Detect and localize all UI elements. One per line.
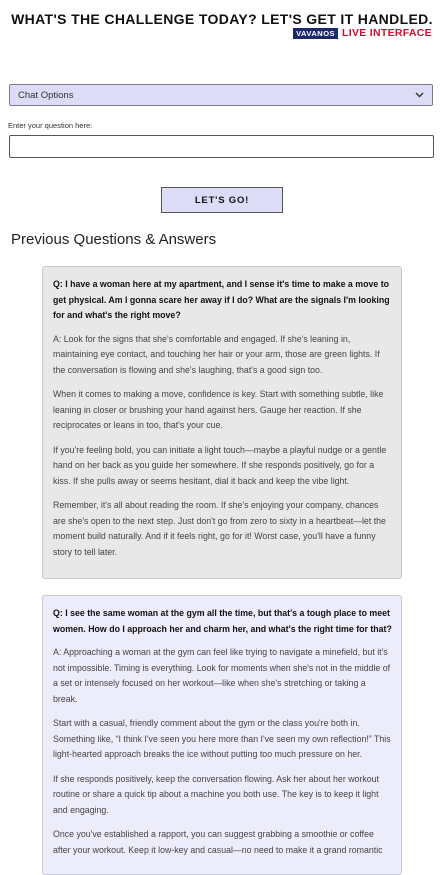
page-headline: WHAT'S THE CHALLENGE TODAY? LET'S GET IT HANDLED. xyxy=(11,11,433,27)
qa-question: Q: I see the same woman at the gym all the time, but that's a tough place to meet women. How do I approach her and charm her, and what's the right time for that? xyxy=(53,608,392,634)
question-label: Enter your question here: xyxy=(8,121,93,130)
history-title: Previous Questions & Answers xyxy=(11,231,217,248)
qa-card xyxy=(42,595,402,875)
lets-go-button[interactable]: LET'S GO! xyxy=(161,187,283,213)
question-input[interactable] xyxy=(9,135,434,158)
chevron-down-icon xyxy=(414,90,424,100)
qa-answer-paragraph: When it comes to making a move, confidence is key. Start with something subtle, like leaning in closer or brushing your hand against hers. Gauge her reaction. If she reciprocates or leans in too, that's your cue. xyxy=(53,389,384,430)
chat-options-value: Chat Options xyxy=(18,89,74,101)
chat-options-select[interactable] xyxy=(9,84,433,106)
qa-answer-paragraph: A: Look for the signs that she's comfortable and engaged. If she's leaning in, maintaining eye contact, and touching her hair or your arm, those are green lights. If the conversation is flowing and she's laughing, that's a good sign too. xyxy=(53,333,380,375)
qa-answer-paragraph: Once you've established a rapport, you can suggest grabbing a smoothie or coffee after your workout. Keep it low-key and casual—no need to make it a grand romantic xyxy=(53,829,383,855)
qa-answer-paragraph: Remember, it's all about reading the room. If she's enjoying your company, chances are she's open to the next step. Just don't go from zero to sixty in a heartbeat—let the moment build naturally. And if it feels right, go for it! Worst case, you'll have a funny story to tell later. xyxy=(53,500,386,557)
page-header xyxy=(0,0,444,27)
brand-logo: VAVANOS xyxy=(293,28,338,39)
qa-answer-paragraph: If she responds positively, keep the conversation flowing. Ask her about her workout routine or share a quick tip about a machine you both use. The key is to keep it light and engaging. xyxy=(53,773,379,815)
brand-text: LIVE INTERFACE xyxy=(342,27,432,39)
qa-question: Q: I have a woman here at my apartment, and I sense it's time to make a move to get physical. Am I gonna scare her away if I do? What are the signals I'm looking for and what's the right move? xyxy=(53,279,390,320)
qa-answer-paragraph: A: Approaching a woman at the gym can feel like trying to navigate a minefield, but it's not impossible. Timing is everything. Look for moments when she's not in the middle of a set or intensely focused on her workout—like when she's stretching or taking a break. xyxy=(53,647,391,704)
qa-answer-paragraph: Start with a casual, friendly comment about the gym or the class you're both in. Something like, “I think I've seen you here more than I've seen my own reflection!” This light-hearted approach breaks the ice without putting too much pressure on her. xyxy=(53,718,391,759)
brand-row xyxy=(293,27,432,39)
qa-card xyxy=(42,266,402,579)
qa-answer-paragraph: If you're feeling bold, you can initiate a light touch—maybe a playful nudge or a gentle hand on her back as you guide her somewhere. If she responds positively, go for a kiss. If she pulls away or seems hesitant, dial it back and keep the vibe light. xyxy=(53,444,387,486)
